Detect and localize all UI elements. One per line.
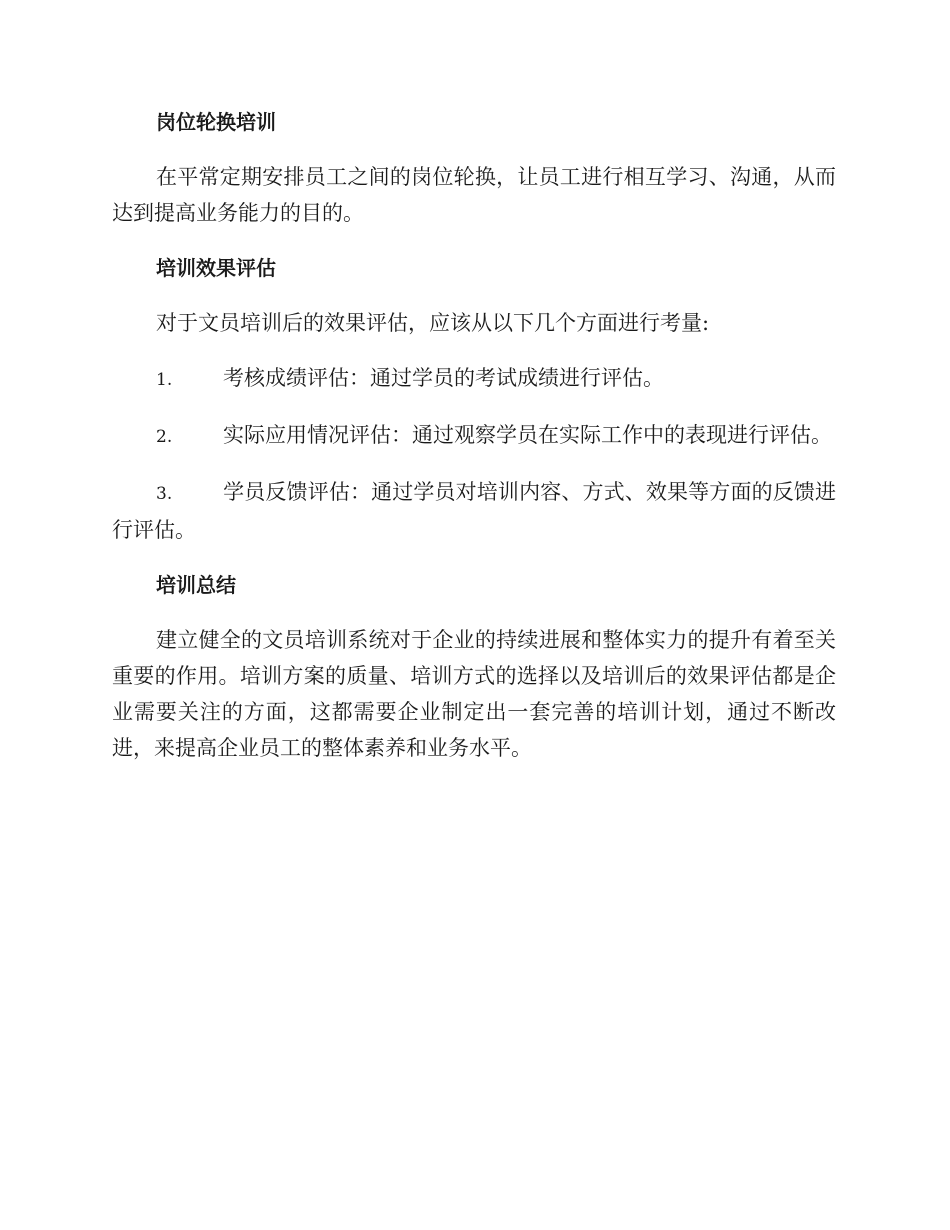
section-paragraph-evaluation: 对于文员培训后的效果评估，应该从以下几个方面进行考量: bbox=[156, 311, 710, 335]
list-item-text: 实际应用情况评估：通过观察学员在实际工作中的表现进行评估。 bbox=[223, 423, 832, 447]
list-item-number: 3. bbox=[156, 484, 173, 504]
section-paragraph-summary: 建立健全的文员培训系统对于企业的持续进展和整体实力的提升有着至关重要的作用。培训方案的质量、培训方式的选择以及培训后的效果评估都是企业需要关注的方面，这都需要企业制定出一套完善的培训计划，通过不断改进，来提高企业员工的整体素养和业务水平。 bbox=[112, 628, 836, 760]
section-heading-job-rotation: 岗位轮换培训 bbox=[156, 110, 276, 134]
document-body bbox=[112, 104, 836, 785]
list-item-text: 学员反馈评估：通过学员对培训内容、方式、效果等方面的反馈进行评估。 bbox=[112, 480, 836, 542]
section-heading-summary: 培训总结 bbox=[156, 573, 236, 597]
section-paragraph-job-rotation: 在平常定期安排员工之间的岗位轮换，让员工进行相互学习、沟通，从而达到提高业务能力的目的。 bbox=[112, 165, 836, 225]
list-item bbox=[112, 474, 836, 548]
section-heading-evaluation: 培训效果评估 bbox=[156, 256, 276, 280]
list-item-text: 考核成绩评估：通过学员的考试成绩进行评估。 bbox=[223, 366, 664, 390]
list-item bbox=[112, 360, 836, 398]
list-item-number: 1. bbox=[156, 370, 173, 390]
list-item bbox=[112, 417, 836, 455]
list-item-number: 2. bbox=[156, 427, 173, 447]
